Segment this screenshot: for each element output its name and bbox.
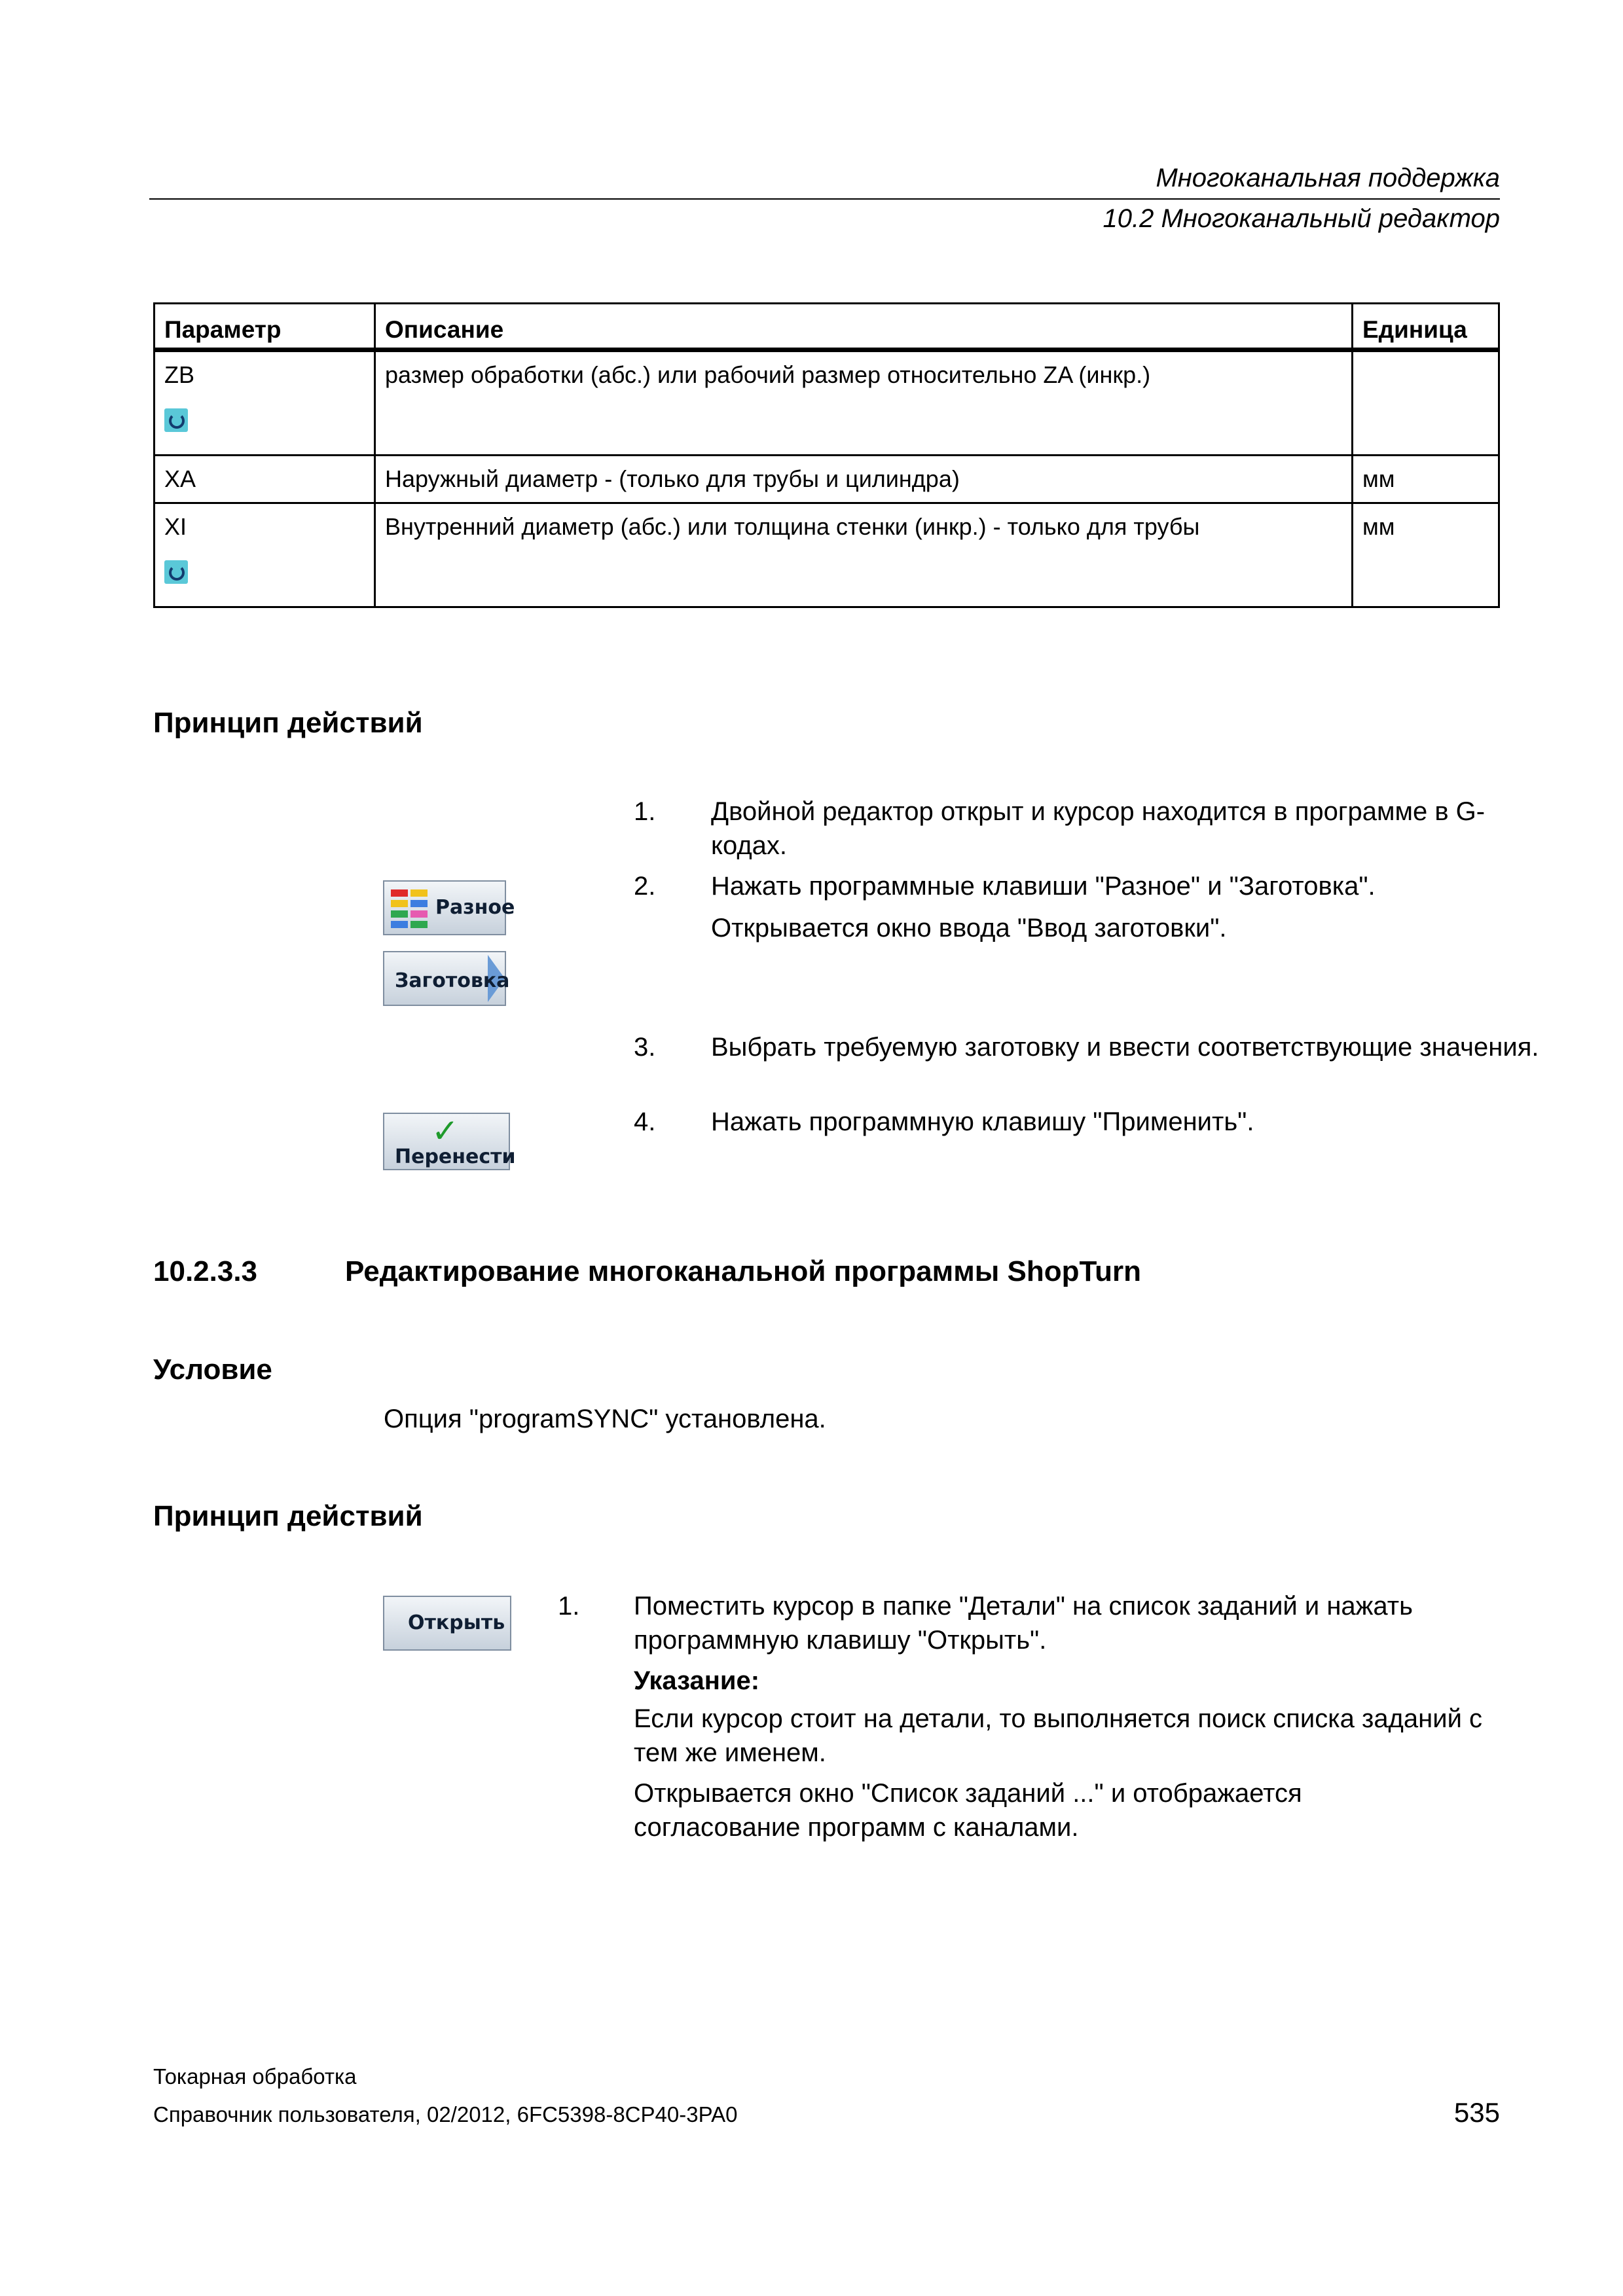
step-open [558,1589,1501,1851]
open-softkey-button[interactable] [383,1596,511,1651]
checkmark-icon: ✓ [431,1112,459,1150]
parameter-table [153,302,1500,608]
procedure-heading-2: Принцип действий [153,1500,423,1532]
table-row [155,503,1499,607]
table-cell-description: Наружный диаметр - (только для трубы и цилиндра) [375,456,1353,503]
table-cell-description: размер обработки (абс.) или рабочий размер относительно ZA (инкр.) [375,350,1353,456]
procedure-heading: Принцип действий [153,707,423,739]
step-number: 1. [558,1592,580,1621]
footer-manual-info: Справочник пользователя, 02/2012, 6FC5398-8CP40-3PA0 [153,2102,738,2126]
blank-softkey-label: Заготовка [395,969,510,992]
note-text: Если курсор стоит на детали, то выполняется поиск списка заданий с тем же именем. [634,1704,1483,1767]
running-header-chapter: Многоканальная поддержка [1156,164,1500,192]
column-header-description: Описание [375,304,1353,350]
footer-product: Токарная обработка [153,2064,357,2089]
table-cell-param [155,350,375,456]
table-header-row [155,304,1499,350]
table-row [155,456,1499,503]
step-number: 3. [634,1033,656,1062]
misc-softkey-label: Разное [435,896,515,919]
param-name: ZB [164,361,195,388]
blank-softkey-button[interactable] [383,951,510,1006]
toggle-icon [164,408,188,432]
table-cell-param: XA [155,456,375,503]
step-text: Двойной редактор открыт и курсор находится в программе в G-кодах. [711,797,1486,860]
toggle-icon [164,560,188,584]
running-header-section: 10.2 Многоканальный редактор [1103,204,1500,233]
step-number: 1. [634,797,656,826]
apply-softkey-button[interactable] [383,1112,516,1170]
step-result: Открывается окно "Список заданий ..." и отображается согласование программ с каналами. [634,1779,1302,1842]
step-text: Нажать программные клавиши "Разное" и "Заготовка". [711,872,1376,901]
apply-softkey-label: Перенести [395,1145,516,1168]
column-header-parameter: Параметр [155,304,375,350]
page-number: 535 [1453,2097,1500,2128]
column-header-unit: Единица [1353,304,1499,350]
condition-heading: Условие [153,1354,272,1386]
note-title: Указание: [634,1666,760,1695]
step-number: 4. [634,1107,656,1136]
open-softkey-label: Открыть [408,1611,505,1634]
step-text: Нажать программную клавишу "Применить". [711,1107,1254,1136]
table-cell-description: Внутренний диаметр (абс.) или толщина стенки (инкр.) - только для трубы [375,503,1353,607]
table-cell-param [155,503,375,607]
table-cell-unit [1353,350,1499,456]
misc-grid-icon [391,889,429,929]
section-number: 10.2.3.3 [153,1255,258,1287]
step-number: 2. [634,872,656,901]
misc-softkey-button[interactable] [383,880,515,935]
table-cell-unit: мм [1353,456,1499,503]
step-text: Поместить курсор в папке "Детали" на список заданий и нажать программную клавишу "Открыть". [634,1592,1413,1655]
table-row [155,350,1499,456]
param-name: XI [164,513,187,540]
step-result: Открывается окно ввода "Ввод заготовки". [711,914,1227,942]
section-title: Редактирование многоканальной программы ShopTurn [345,1255,1142,1287]
header-rule [149,198,1500,200]
condition-text: Опция "programSYNC" установлена. [384,1405,826,1433]
table-cell-unit: мм [1353,503,1499,607]
step-text: Выбрать требуемую заготовку и ввести соответствующие значения. [711,1033,1539,1062]
